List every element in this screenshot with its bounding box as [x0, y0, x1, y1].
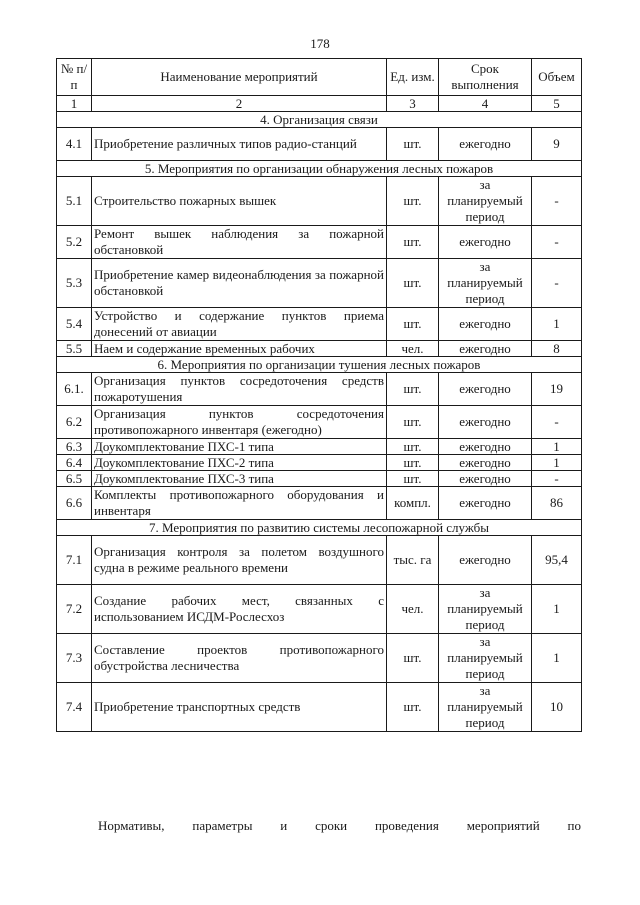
row-name: Приобретение транспортных средств — [92, 683, 387, 732]
table-row — [57, 634, 582, 683]
row-number: 6.4 — [57, 455, 92, 471]
column-number: 3 — [387, 96, 439, 112]
table-body — [57, 112, 582, 732]
row-name: Доукомплектование ПХС-1 типа — [92, 439, 387, 455]
row-name: Создание рабочих мест, связанных с использованием ИСДМ-Рослесхоз — [92, 585, 387, 634]
row-name: Составление проектов противопожарного обустройства лесничества — [92, 634, 387, 683]
footer-paragraph: Нормативы, параметры и сроки проведения мероприятий по — [98, 818, 581, 833]
column-number-row — [57, 96, 582, 112]
row-number: 5.4 — [57, 308, 92, 341]
row-number: 6.2 — [57, 406, 92, 439]
row-volume: 95,4 — [532, 536, 582, 585]
section-title: 5. Мероприятия по организации обнаружения лесных пожаров — [57, 161, 582, 177]
row-name: Организация пунктов сосредоточения противопожарного инвентаря (ежегодно) — [92, 406, 387, 439]
row-name: Приобретение различных типов радио-станций — [92, 128, 387, 161]
row-number: 5.5 — [57, 341, 92, 357]
row-name: Приобретение камер видеонаблюдения за пожарной обстановкой — [92, 259, 387, 308]
row-unit: шт. — [387, 373, 439, 406]
row-unit: компл. — [387, 487, 439, 520]
row-name: Ремонт вышек наблюдения за пожарной обстановкой — [92, 226, 387, 259]
row-volume: 9 — [532, 128, 582, 161]
header-volume: Объем — [532, 59, 582, 96]
section-row — [57, 357, 582, 373]
row-volume: 1 — [532, 308, 582, 341]
row-number: 7.2 — [57, 585, 92, 634]
page-number: 178 — [310, 36, 330, 51]
row-number: 5.1 — [57, 177, 92, 226]
section-row — [57, 520, 582, 536]
table-row — [57, 683, 582, 732]
row-term: ежегодно — [439, 536, 532, 585]
column-number: 1 — [57, 96, 92, 112]
row-term: ежегодно — [439, 373, 532, 406]
row-number: 5.3 — [57, 259, 92, 308]
row-number: 7.1 — [57, 536, 92, 585]
row-term: ежегодно — [439, 455, 532, 471]
table-row — [57, 487, 582, 520]
section-title: 7. Мероприятия по развитию системы лесопожарной службы — [57, 520, 582, 536]
table-row — [57, 585, 582, 634]
row-term: ежегодно — [439, 308, 532, 341]
row-volume: 1 — [532, 585, 582, 634]
row-volume: 10 — [532, 683, 582, 732]
section-row — [57, 161, 582, 177]
row-unit: шт. — [387, 128, 439, 161]
row-number: 6.3 — [57, 439, 92, 455]
row-term: за планируемый период — [439, 177, 532, 226]
row-number: 6.6 — [57, 487, 92, 520]
row-term: ежегодно — [439, 487, 532, 520]
row-name: Строительство пожарных вышек — [92, 177, 387, 226]
row-name: Комплекты противопожарного оборудования и инвентаря — [92, 487, 387, 520]
row-name: Организация пунктов сосредоточения средств пожаротушения — [92, 373, 387, 406]
table-row — [57, 406, 582, 439]
row-term: за планируемый период — [439, 634, 532, 683]
table-row — [57, 341, 582, 357]
row-unit: шт. — [387, 455, 439, 471]
row-unit: шт. — [387, 471, 439, 487]
table-header-row — [57, 59, 582, 96]
row-term: ежегодно — [439, 128, 532, 161]
row-volume: 19 — [532, 373, 582, 406]
row-term: за планируемый период — [439, 585, 532, 634]
row-unit: шт. — [387, 439, 439, 455]
header-name: Наименование мероприятий — [92, 59, 387, 96]
row-term: за планируемый период — [439, 259, 532, 308]
row-volume: - — [532, 177, 582, 226]
row-number: 6.5 — [57, 471, 92, 487]
row-name: Доукомплектование ПХС-3 типа — [92, 471, 387, 487]
row-term: за планируемый период — [439, 683, 532, 732]
row-volume: - — [532, 259, 582, 308]
row-volume: - — [532, 226, 582, 259]
section-title: 6. Мероприятия по организации тушения лесных пожаров — [57, 357, 582, 373]
row-term: ежегодно — [439, 439, 532, 455]
section-title: 4. Организация связи — [57, 112, 582, 128]
table-row — [57, 259, 582, 308]
measures-table — [56, 58, 582, 732]
section-row — [57, 112, 582, 128]
row-unit: шт. — [387, 683, 439, 732]
row-volume: 86 — [532, 487, 582, 520]
row-number: 7.3 — [57, 634, 92, 683]
row-term: ежегодно — [439, 471, 532, 487]
row-unit: шт. — [387, 308, 439, 341]
table-row — [57, 471, 582, 487]
table-row — [57, 177, 582, 226]
header-num: № п/п — [57, 59, 92, 96]
row-unit: шт. — [387, 259, 439, 308]
row-volume: 1 — [532, 455, 582, 471]
row-name: Доукомплектование ПХС-2 типа — [92, 455, 387, 471]
header-unit: Ед. изм. — [387, 59, 439, 96]
row-unit: чел. — [387, 585, 439, 634]
row-volume: 1 — [532, 439, 582, 455]
row-unit: шт. — [387, 406, 439, 439]
row-volume: 8 — [532, 341, 582, 357]
row-unit: шт. — [387, 177, 439, 226]
row-volume: - — [532, 406, 582, 439]
table-row — [57, 455, 582, 471]
row-term: ежегодно — [439, 406, 532, 439]
column-number: 2 — [92, 96, 387, 112]
table-row — [57, 536, 582, 585]
row-term: ежегодно — [439, 226, 532, 259]
row-volume: 1 — [532, 634, 582, 683]
table-row — [57, 226, 582, 259]
column-number: 5 — [532, 96, 582, 112]
row-unit: тыс. га — [387, 536, 439, 585]
header-term: Срок выполнения — [439, 59, 532, 96]
row-unit: шт. — [387, 226, 439, 259]
row-name: Организация контроля за полетом воздушного судна в режиме реального времени — [92, 536, 387, 585]
row-volume: - — [532, 471, 582, 487]
row-number: 5.2 — [57, 226, 92, 259]
table-row — [57, 128, 582, 161]
table-row — [57, 308, 582, 341]
row-unit: чел. — [387, 341, 439, 357]
table-row — [57, 439, 582, 455]
row-unit: шт. — [387, 634, 439, 683]
row-number: 6.1. — [57, 373, 92, 406]
row-name: Наем и содержание временных рабочих — [92, 341, 387, 357]
row-term: ежегодно — [439, 341, 532, 357]
row-name: Устройство и содержание пунктов приема донесений от авиации — [92, 308, 387, 341]
row-number: 7.4 — [57, 683, 92, 732]
column-number: 4 — [439, 96, 532, 112]
table-row — [57, 373, 582, 406]
row-number: 4.1 — [57, 128, 92, 161]
